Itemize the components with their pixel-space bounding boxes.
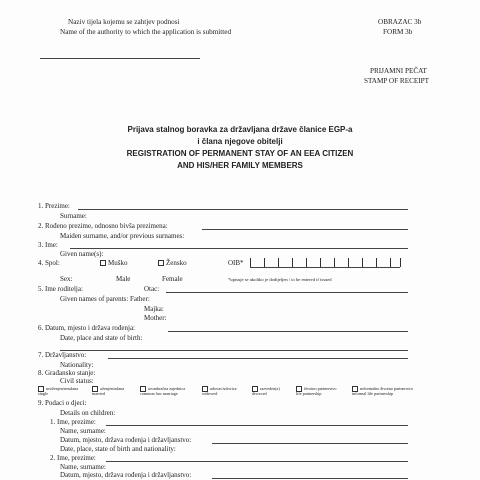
male-label-en: Male	[116, 275, 131, 283]
child-1-name-label-hr: 1. Ime, prezime:	[50, 418, 96, 426]
civil-option-en: widowed	[202, 391, 218, 396]
female-checkbox-box[interactable]	[158, 260, 164, 266]
field-2-label-hr: 2. Rođeno prezime, odnosno bivša prezimena:	[38, 222, 168, 230]
civil-option-en: single	[38, 391, 49, 396]
field-3-label-hr: 3. Ime:	[38, 241, 58, 249]
birth-input-line-2[interactable]	[60, 350, 408, 351]
child-1-birth-label-hr: Datum, mjesto, država rođenja i državljanstvo:	[60, 436, 192, 444]
female-label-en: Female	[162, 275, 183, 283]
child-2-birth-input-line[interactable]	[212, 478, 408, 479]
oib-digit-box[interactable]	[376, 258, 386, 267]
civil-option-hr: udovac/udovica	[210, 385, 237, 391]
father-label-hr: Otac:	[144, 285, 160, 293]
field-7-label-en: Nationality:	[60, 361, 94, 369]
mother-label-en: Mother:	[144, 314, 167, 322]
oib-digit-box[interactable]	[362, 258, 372, 267]
civil-option-widowed[interactable]	[202, 386, 237, 397]
male-checkbox[interactable]	[100, 260, 127, 267]
oib-box-baseline	[250, 267, 400, 268]
field-7-label-hr: 7. Državljanstvo:	[38, 351, 87, 359]
civil-option-hr: neformalno životno partnerstvo	[360, 385, 413, 391]
oib-note: *upisuje se ukoliko je dodijeljen / to be entered if issued	[228, 277, 332, 282]
stamp-label-en: STAMP OF RECEIPT	[364, 77, 430, 85]
civil-option-en: divorced	[252, 391, 267, 396]
field-4-label-hr: 4. Spol:	[38, 259, 60, 267]
title-hr-1: Prijava stalnog boravka za državljana države članice EGP-a	[127, 125, 353, 134]
authority-line[interactable]	[40, 58, 200, 59]
birth-input-line[interactable]	[168, 331, 408, 332]
civil-option-hr: razveden(a)	[260, 385, 280, 391]
oib-label: OIB*	[228, 259, 244, 267]
title-hr-2: i člana njegove obitelji	[197, 137, 283, 146]
child-1-birth-label-en: Date, place, state of birth and nationality:	[60, 445, 176, 453]
civil-option-hr: izvanbračna zajednica	[148, 385, 186, 391]
surname-input-line[interactable]	[78, 209, 408, 210]
oib-digit-box[interactable]	[264, 258, 274, 267]
child-1-name-input-line[interactable]	[106, 425, 408, 426]
authority-label-hr: Naziv tijela kojemu se zahtjev podnosi	[68, 18, 180, 26]
field-1-label-en: Surname:	[60, 212, 87, 220]
field-6-label-en: Date, place and state of birth:	[60, 334, 143, 342]
female-label-hr: Žensko	[166, 259, 187, 267]
child-1-name-label-en: Name, surname:	[60, 427, 106, 435]
civil-option-life-partnership[interactable]	[296, 386, 336, 397]
father-input-line[interactable]	[166, 292, 408, 293]
field-1-label-hr: 1. Prezime:	[38, 202, 70, 210]
child-2-name-label-en: Name, surname:	[60, 463, 106, 471]
civil-option-en: married	[92, 391, 106, 396]
authority-label-en: Name of the authority to which the application is submitted	[60, 28, 232, 36]
given-name-input-line[interactable]	[70, 248, 408, 249]
title-en-2: AND HIS/HER FAMILY MEMBERS	[177, 161, 303, 170]
sex-label-en: Sex:	[60, 275, 73, 283]
field-8-label-hr: 8. Građansko stanje:	[38, 369, 96, 377]
oib-digit-box[interactable]	[278, 258, 288, 267]
oib-digit-box[interactable]	[390, 258, 401, 267]
field-9-label-hr: 9. Podaci o djeci:	[38, 399, 87, 407]
oib-digit-box[interactable]	[306, 258, 316, 267]
field-3-label-en: Given name(s):	[60, 250, 104, 258]
male-label-hr: Muško	[108, 259, 128, 267]
nationality-input-line[interactable]	[108, 358, 408, 359]
field-9-label-en: Details on children:	[60, 409, 116, 417]
civil-option-married[interactable]	[92, 386, 124, 397]
civil-option-en: life partnership	[296, 391, 322, 396]
male-checkbox-box[interactable]	[100, 260, 106, 266]
civil-option-hr: neoženjen/neudana	[46, 385, 79, 391]
field-5-label-en: Given names of parents: Father:	[60, 295, 150, 303]
civil-option-hr: životno partnerstvo	[304, 385, 337, 391]
oib-digit-box[interactable]	[292, 258, 302, 267]
female-checkbox[interactable]	[158, 260, 187, 267]
child-1-birth-input-line[interactable]	[212, 443, 408, 444]
civil-option-divorced[interactable]	[252, 386, 280, 397]
field-8-label-en: Civil status:	[60, 377, 94, 385]
civil-option-informal-partnership[interactable]	[352, 386, 413, 397]
form-number-en: FORM 3b	[383, 28, 413, 36]
child-2-name-input-line[interactable]	[106, 461, 408, 462]
civil-option-en: common law marriage	[140, 391, 178, 396]
child-2-birth-label-hr: Datum, mjesto, država rođenja i državljanstvo:	[60, 471, 192, 479]
mother-label-hr: Majka:	[144, 305, 164, 313]
title-en-1: REGISTRATION OF PERMANENT STAY OF AN EEA CITIZEN	[126, 149, 354, 158]
stamp-label-hr: PRIJAMNI PEČAT	[370, 67, 427, 75]
field-2-label-en: Maiden surname, and/or previous surnames:	[60, 232, 185, 240]
field-6-label-hr: 6. Datum, mjesto i država rođenja:	[38, 324, 135, 332]
civil-option-common-law[interactable]	[140, 386, 185, 397]
child-2-name-label-hr: 2. Ime, prezime:	[50, 454, 96, 462]
civil-option-single[interactable]	[38, 386, 78, 397]
maiden-surname-input-line[interactable]	[202, 229, 408, 230]
field-5-label-hr: 5. Ime roditelja:	[38, 285, 83, 293]
civil-option-hr: oženjen/udana	[100, 385, 125, 391]
form-number-hr: OBRAZAC 3b	[378, 18, 422, 26]
oib-digit-box[interactable]	[348, 258, 358, 267]
oib-digit-box[interactable]	[250, 258, 260, 267]
civil-option-en: informal life partnership	[352, 391, 393, 396]
oib-digit-box[interactable]	[334, 258, 344, 267]
oib-digit-box[interactable]	[320, 258, 330, 267]
